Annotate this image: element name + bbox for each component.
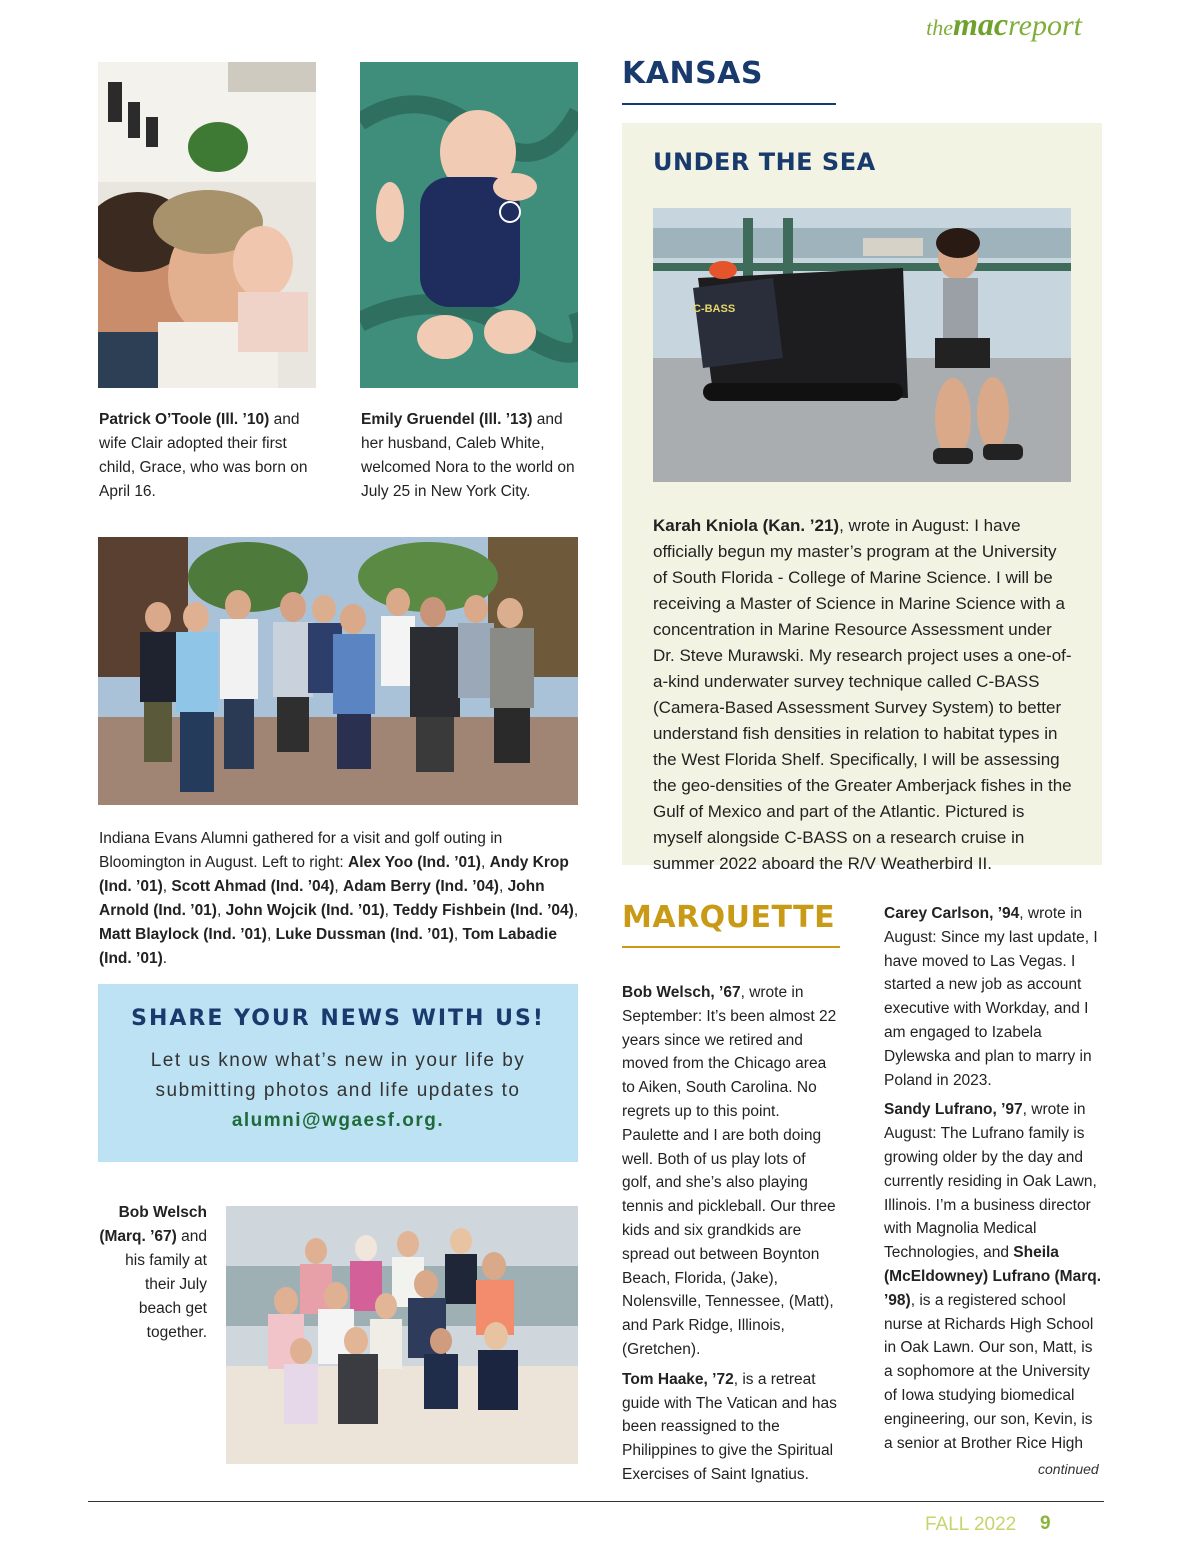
entry-name-2: Sheila (McEldowney) Lufrano (Marq. ’98) xyxy=(884,1244,1101,1309)
sep: , xyxy=(480,854,490,871)
entry-text: , wrote in September: It’s been almost 22 years since we retired and moved from the Chicago area to Aiken, South Carolina. No regrets up to this point. Paulette and I are both doing well. Both of us play lots of golf, and she’s also playing tennis and pickleball. Our three kids and six grandkids are spread out between Boynton Beach, Florida, (Jake), Nolensville, Tennessee, (Matt), and Park Ridge, Illinois, (Gretchen). xyxy=(622,984,837,1358)
masthead-logo xyxy=(926,6,1082,43)
marquette-heading: MARQUETTE xyxy=(622,900,836,935)
alumni-name: John Arnold (Ind. ’01) xyxy=(99,878,545,919)
cbass-label: C-BASS xyxy=(693,303,736,315)
entry-name: Sandy Lufrano, ’97 xyxy=(884,1101,1023,1119)
caption-indiana-intro: Indiana Evans Alumni gathered for a visit and golf outing in Bloomington in August. Left to right: xyxy=(99,830,503,871)
entry-name: Tom Haake, ’72 xyxy=(622,1370,734,1388)
share-news-box xyxy=(98,984,578,1162)
entry-text-2: , is a registered school nurse at Richards High School in Oak Lawn. Our son, Matt, is a sophomore at the University of Iowa studying biomedical engineering, our son, Kevin, is a senior at Brother Rice High xyxy=(884,1291,1094,1452)
caption-indiana xyxy=(99,827,579,971)
entry-text: , wrote in August: The Lufrano family is growing older by the day and currently residing in Oak Lawn, Illinois. I’m a business director with Magnolia Medical Technologies, and xyxy=(884,1101,1097,1262)
sep: , xyxy=(453,926,463,943)
alumni-name: Andy Krop (Ind. ’01) xyxy=(99,854,569,895)
masthead-the: the xyxy=(926,15,954,40)
sep: , xyxy=(162,878,172,895)
end: . xyxy=(162,950,168,967)
photo-cbass-robot xyxy=(653,208,1071,482)
entry-sandy-lufrano xyxy=(884,1098,1104,1455)
share-body: Let us know what’s new in your life by submitting photos and life updates to xyxy=(150,1050,526,1101)
marquette-rule xyxy=(622,946,840,948)
caption-gruendel-name: Emily Gruendel (Ill. ’13) xyxy=(361,411,533,428)
alumni-name: Adam Berry (Ind. ’04) xyxy=(343,878,499,895)
share-title: SHARE YOUR NEWS WITH US! xyxy=(131,1006,545,1031)
kansas-heading: KANSAS xyxy=(622,56,764,91)
caption-welsch xyxy=(99,1201,207,1345)
alumni-name: Scott Ahmad (Ind. ’04) xyxy=(171,878,335,895)
caption-welsch-name2: (Marq. ’67) xyxy=(99,1228,177,1245)
alumni-name: John Wojcik (Ind. ’01) xyxy=(225,902,385,919)
entry-text: , wrote in August: Since my last update, I have moved to Las Vegas. I started a new job as account executive with Workday, and I am engaged to Izabela Dylewska and plan to marry in Poland in 2023. xyxy=(884,905,1098,1089)
caption-gruendel xyxy=(361,408,576,504)
alumni-name: Matt Blaylock (Ind. ’01) xyxy=(99,926,267,943)
share-email-link[interactable]: alumni@wgaesf.org. xyxy=(231,1110,445,1131)
masthead-report: report xyxy=(1008,9,1082,42)
sep: , xyxy=(266,926,276,943)
sep: , xyxy=(384,902,394,919)
marquette-column-1 xyxy=(622,981,838,1487)
share-text xyxy=(118,1046,558,1136)
entry-name: Bob Welsch, ’67 xyxy=(622,984,741,1001)
masthead-mac: mac xyxy=(953,6,1009,42)
kansas-rule xyxy=(622,103,836,105)
page-number: 9 xyxy=(1040,1513,1051,1534)
footer-rule xyxy=(88,1501,1104,1502)
sep: , xyxy=(216,902,226,919)
entry-bob-welsch xyxy=(622,981,838,1362)
sep: , xyxy=(573,902,579,919)
caption-gruendel-text: and her husband, Caleb White, welcomed Nora to the world on July 25 in New York City. xyxy=(361,411,575,500)
marquette-column-2 xyxy=(884,902,1104,1455)
footer-season: FALL 2022 xyxy=(925,1514,1017,1535)
karah-text: , wrote in August: I have officially begun my master’s program at the University of South Florida - College of Marine Science. I will be receiving a Master of Science in Marine Science with a concentration in Marine Resource Assessment under Dr. Steve Murawski. My research project uses a one-of-a-kind underwater survey technique called C-BASS (Camera-Based Assessment Survey System) to better understand fish densities in relation to habitat types in the West Florida Shelf. Specifically, I will be assessing the geo-densities of the Greater Amberjack fishes in the Gulf of Mexico and part of the Atlantic. Pictured is myself alongside C-BASS on a research cruise in summer 2022 aboard the R/V Weatherbird II. xyxy=(653,516,1072,873)
alumni-name: Alex Yoo (Ind. ’01) xyxy=(348,854,481,871)
entry-text: , is a retreat guide with The Vatican and has been reassigned to the Philippines to give the Spiritual Exercises of Saint Ignatius. xyxy=(622,1370,837,1483)
under-the-sea-title: UNDER THE SEA xyxy=(653,148,876,176)
photo-indiana-alumni-group xyxy=(98,537,578,805)
alumni-name: Teddy Fishbein (Ind. ’04) xyxy=(393,902,574,919)
photo-gruendel-baby xyxy=(360,62,578,388)
caption-otoole-text: and wife Clair adopted their first child, Grace, who was born on April 16. xyxy=(99,411,308,500)
caption-welsch-name1: Bob Welsch xyxy=(118,1204,207,1221)
alumni-name: Luke Dussman (Ind. ’01) xyxy=(275,926,454,943)
photo-otoole-family xyxy=(98,62,316,388)
caption-otoole xyxy=(99,408,309,504)
entry-carey-carlson xyxy=(884,902,1104,1092)
entry-tom-haake xyxy=(622,1368,838,1487)
caption-otoole-name: Patrick O’Toole (Ill. ’10) xyxy=(99,411,270,428)
alumni-name: Tom Labadie (Ind. ’01) xyxy=(99,926,557,967)
sep: , xyxy=(334,878,344,895)
caption-welsch-text: and his family at their July beach get together. xyxy=(125,1228,207,1341)
entry-name: Carey Carlson, ’94 xyxy=(884,905,1020,922)
karah-name: Karah Kniola (Kan. ’21) xyxy=(653,516,840,535)
sep: , xyxy=(498,878,508,895)
photo-welsch-family-beach xyxy=(226,1206,578,1464)
continued-label: continued xyxy=(1038,1461,1099,1477)
karah-story xyxy=(653,513,1073,877)
